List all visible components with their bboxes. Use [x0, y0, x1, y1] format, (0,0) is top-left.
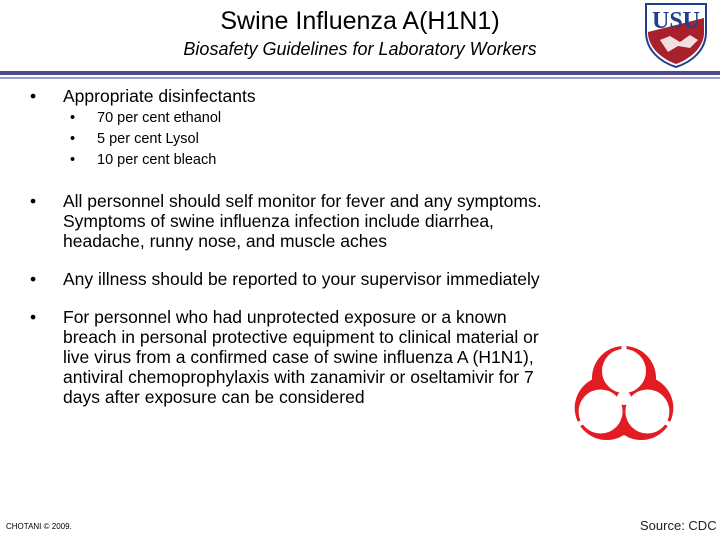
- biohazard-icon: [562, 334, 686, 462]
- sub-bullet-text: 10 per cent bleach: [97, 152, 217, 168]
- sub-bullet-list: [30, 108, 555, 171]
- bullet-marker: •: [30, 307, 37, 327]
- bullet-marker: •: [30, 86, 37, 106]
- header-rule-thin: [0, 77, 720, 79]
- sub-bullet-text: 70 per cent ethanol: [97, 110, 222, 126]
- bullet-text: All personnel should self monitor for fever and any symptoms. Symptoms of swine influenza infection include diarrhea, headache, runny nose, and muscle aches: [63, 191, 542, 251]
- bullet-marker: •: [70, 152, 76, 168]
- header-rule: [0, 71, 720, 75]
- bullet-text: Any illness should be reported to your supervisor immediately: [63, 269, 540, 289]
- bullet-item: [30, 269, 555, 289]
- bullet-marker: •: [70, 110, 76, 126]
- copyright-text: CHOTANI © 2009.: [6, 522, 72, 531]
- source-text: Source: CDC: [640, 518, 717, 533]
- bullet-marker: •: [30, 269, 37, 289]
- sub-bullet-text: 5 per cent Lysol: [97, 131, 199, 147]
- bullet-text: Appropriate disinfectants: [63, 86, 256, 106]
- svg-text:USU: USU: [651, 8, 701, 34]
- sub-bullet-item: [30, 129, 555, 150]
- slide-title: Swine Influenza A(H1N1): [220, 7, 500, 35]
- bullet-item: [30, 86, 555, 106]
- bullet-text: For personnel who had unprotected exposure or a known breach in personal protective equipment to clinical material or live virus from a confirmed case of swine influenza A (H1N1), antiviral chemoprophylaxis with zanamivir or oseltamivir for 7 days after exposure can be considered: [63, 307, 539, 407]
- sub-bullet-item: [30, 108, 555, 129]
- bullet-marker: •: [30, 191, 37, 211]
- sub-bullet-item: [30, 150, 555, 171]
- slide-subtitle: Biosafety Guidelines for Laboratory Workers: [183, 39, 537, 59]
- bullet-marker: •: [70, 131, 76, 147]
- bullet-item: [30, 307, 555, 407]
- usu-shield-logo-icon: [640, 2, 712, 68]
- bullet-item: [30, 191, 555, 251]
- bullet-list: [30, 86, 555, 425]
